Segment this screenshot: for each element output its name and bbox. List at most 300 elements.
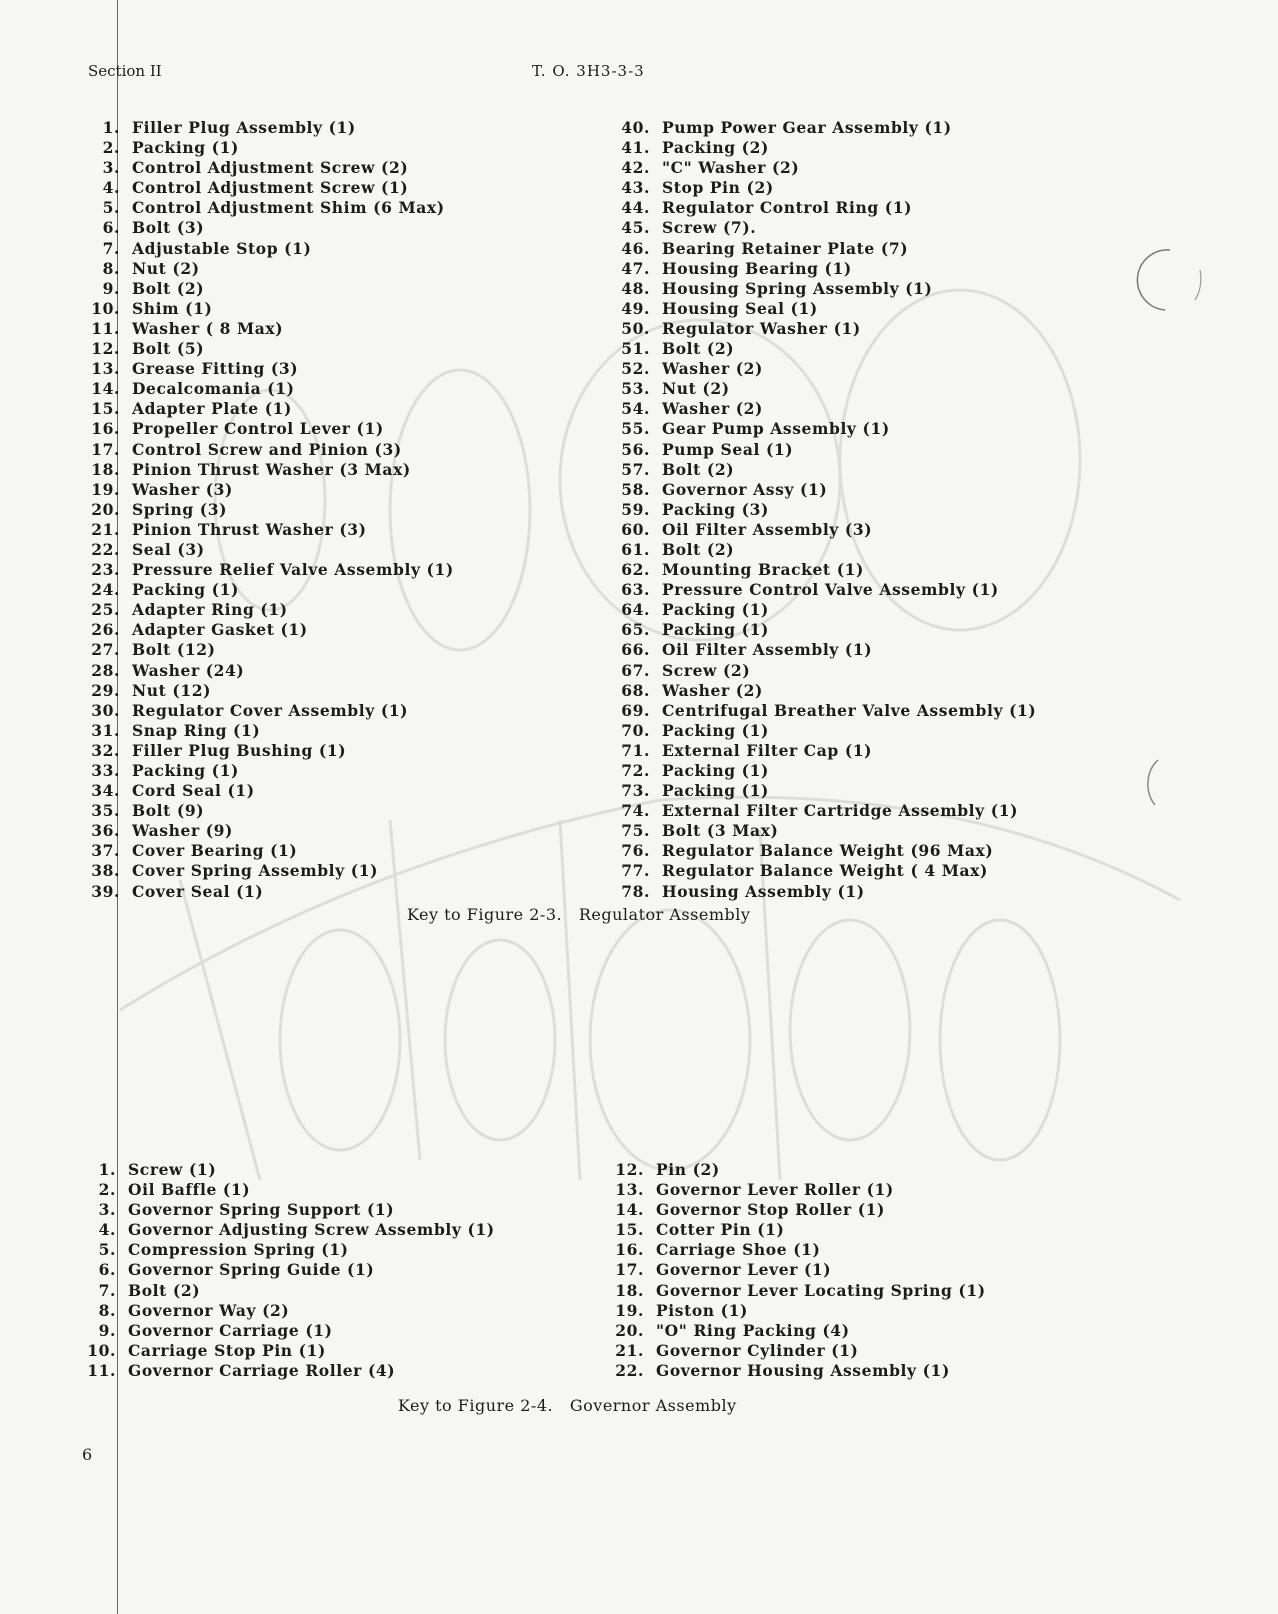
list-item [80, 861, 454, 881]
list-item [80, 299, 454, 319]
item-description: Washer (2) [662, 359, 763, 379]
item-description: Bolt (3) [132, 218, 205, 238]
item-description: Adjustable Stop (1) [132, 238, 312, 258]
item-description: Bearing Retainer Plate (7) [662, 238, 909, 258]
list-item [612, 138, 1036, 158]
item-number: 44. [621, 198, 650, 218]
item-number: 2. [102, 138, 120, 158]
list-item [612, 721, 1036, 741]
item-description: Decalcomania (1) [132, 379, 295, 399]
item-description: External Filter Cap (1) [662, 740, 873, 760]
item-description: Packing (1) [662, 761, 769, 780]
hole-punch-mark [1130, 755, 1170, 815]
list-item [612, 821, 1036, 841]
list-item [80, 218, 454, 238]
item-description: Pin (2) [656, 1160, 720, 1179]
list-item [606, 1240, 986, 1260]
figure-2-3-caption-key: Key to Figure 2-3. [407, 905, 563, 924]
item-number: 14. [91, 379, 120, 399]
item-number: 5. [98, 1240, 116, 1260]
list-item [80, 821, 454, 841]
item-description: Filler Plug Bushing (1) [132, 740, 347, 760]
list-item [80, 239, 454, 259]
item-number: 20. [615, 1320, 644, 1340]
item-description: Washer (24) [132, 660, 245, 680]
item-description: Governor Adjusting Screw Assembly (1) [128, 1220, 495, 1240]
item-description: Bolt (9) [132, 801, 205, 821]
list-item [612, 781, 1036, 801]
list-item [80, 580, 454, 600]
technical-order-number: T. O. 3H3-3-3 [532, 62, 645, 80]
figure-2-3-caption-title: Regulator Assembly [578, 905, 751, 924]
list-item [76, 1220, 495, 1240]
item-number: 19. [91, 479, 120, 499]
item-number: 32. [91, 740, 120, 760]
item-description: Governor Lever (1) [656, 1260, 832, 1280]
item-description: Pump Seal (1) [662, 439, 794, 459]
item-description: Adapter Ring (1) [132, 600, 288, 620]
list-item [612, 882, 1036, 902]
figure-2-4-key-right-column [606, 1160, 986, 1381]
item-number: 8. [102, 258, 120, 278]
item-description: Housing Bearing (1) [662, 258, 852, 278]
item-number: 34. [91, 781, 120, 801]
list-item [612, 841, 1036, 861]
item-description: Governor Housing Assembly (1) [656, 1360, 950, 1380]
item-number: 37. [91, 841, 120, 861]
item-number: 8. [98, 1300, 116, 1320]
list-item [80, 379, 454, 399]
item-description: Cover Bearing (1) [132, 841, 298, 861]
item-description: Housing Assembly (1) [662, 881, 865, 901]
item-description: Control Screw and Pinion (3) [132, 439, 402, 459]
item-description: Spring (3) [132, 499, 228, 519]
item-description: Seal (3) [132, 539, 205, 559]
item-number: 64. [621, 600, 650, 620]
figure-2-4-caption [398, 1396, 737, 1415]
item-number: 38. [91, 861, 120, 881]
item-description: Packing (1) [132, 138, 239, 158]
item-number: 68. [621, 680, 650, 700]
item-description: Propeller Control Lever (1) [132, 419, 384, 439]
item-description: Washer (2) [662, 399, 763, 419]
figure-2-3-key-left-column [80, 118, 454, 902]
item-number: 15. [615, 1220, 644, 1240]
item-description: Packing (1) [132, 761, 239, 780]
item-description: Filler Plug Assembly (1) [132, 118, 356, 137]
item-number: 24. [91, 580, 120, 600]
item-number: 60. [621, 519, 650, 539]
list-item [76, 1301, 495, 1321]
list-item [80, 520, 454, 540]
item-number: 17. [615, 1260, 644, 1280]
item-description: Screw (1) [128, 1160, 217, 1179]
item-description: Pinion Thrust Washer (3 Max) [132, 459, 411, 479]
list-item [80, 198, 454, 218]
item-description: Cover Spring Assembly (1) [132, 861, 379, 881]
item-number: 13. [615, 1180, 644, 1200]
item-number: 29. [91, 680, 120, 700]
list-item [612, 440, 1036, 460]
list-item [612, 419, 1036, 439]
item-description: Control Adjustment Shim (6 Max) [132, 198, 445, 218]
list-item [80, 560, 454, 580]
item-number: 47. [621, 258, 650, 278]
list-item [80, 721, 454, 741]
list-item [80, 399, 454, 419]
item-number: 78. [621, 881, 650, 901]
item-number: 9. [102, 278, 120, 298]
item-description: Washer (3) [132, 479, 233, 499]
item-description: Cord Seal (1) [132, 781, 255, 801]
item-number: 56. [621, 439, 650, 459]
list-item [80, 460, 454, 480]
list-item [612, 480, 1036, 500]
list-item [80, 661, 454, 681]
list-item [80, 882, 454, 902]
item-number: 54. [621, 399, 650, 419]
list-item [612, 661, 1036, 681]
list-item [80, 620, 454, 640]
item-number: 63. [621, 580, 650, 600]
item-number: 10. [91, 298, 120, 318]
list-item [80, 600, 454, 620]
item-number: 61. [621, 539, 650, 559]
item-number: 3. [102, 158, 120, 178]
list-item [80, 359, 454, 379]
item-number: 12. [91, 339, 120, 359]
item-number: 69. [621, 700, 650, 720]
item-description: Shim (1) [132, 298, 213, 318]
list-item [76, 1240, 495, 1260]
item-number: 70. [621, 720, 650, 740]
item-number: 71. [621, 740, 650, 760]
item-description: Bolt (5) [132, 339, 205, 359]
item-description: Bolt (12) [132, 640, 216, 660]
item-description: Cotter Pin (1) [656, 1220, 785, 1240]
item-number: 59. [621, 499, 650, 519]
item-description: Washer (9) [132, 821, 233, 841]
item-number: 3. [98, 1200, 116, 1220]
list-item [612, 701, 1036, 721]
list-item [80, 801, 454, 821]
item-number: 20. [91, 499, 120, 519]
item-number: 22. [615, 1360, 644, 1380]
item-description: Nut (12) [132, 680, 212, 700]
list-item [80, 279, 454, 299]
list-item [80, 178, 454, 198]
list-item [76, 1281, 495, 1301]
item-number: 21. [91, 519, 120, 539]
item-number: 5. [102, 198, 120, 218]
item-number: 42. [621, 158, 650, 178]
item-number: 4. [102, 178, 120, 198]
list-item [76, 1321, 495, 1341]
item-description: Packing (1) [662, 781, 769, 801]
item-number: 26. [91, 620, 120, 640]
item-description: Bolt (2) [132, 278, 205, 298]
item-description: Pinion Thrust Washer (3) [132, 519, 367, 539]
item-description: Stop Pin (2) [662, 178, 774, 198]
list-item [80, 741, 454, 761]
item-description: Housing Spring Assembly (1) [662, 278, 933, 298]
list-item [612, 299, 1036, 319]
item-description: Control Adjustment Screw (1) [132, 178, 409, 198]
item-number: 65. [621, 620, 650, 640]
item-description: Oil Baffle (1) [128, 1180, 251, 1200]
item-description: "O" Ring Packing (4) [656, 1320, 850, 1340]
list-item [606, 1361, 986, 1381]
list-item [612, 741, 1036, 761]
item-description: Bolt (3 Max) [662, 821, 779, 841]
item-description: Pump Power Gear Assembly (1) [662, 118, 952, 137]
item-number: 66. [621, 640, 650, 660]
item-description: Compression Spring (1) [128, 1240, 349, 1260]
figure-2-4-key-left-column [76, 1160, 495, 1381]
item-number: 36. [91, 821, 120, 841]
item-description: Nut (2) [132, 258, 200, 278]
item-description: Regulator Balance Weight (96 Max) [662, 841, 994, 861]
item-description: Adapter Gasket (1) [132, 620, 308, 640]
list-item [80, 781, 454, 801]
list-item [612, 339, 1036, 359]
item-description: Bolt (2) [662, 539, 735, 559]
list-item [80, 540, 454, 560]
list-item [80, 339, 454, 359]
list-item [606, 1160, 986, 1180]
list-item [612, 761, 1036, 781]
item-description: Oil Filter Assembly (1) [662, 640, 873, 660]
item-number: 4. [98, 1220, 116, 1240]
figure-2-3-caption [407, 905, 750, 924]
item-number: 53. [621, 379, 650, 399]
list-item [606, 1220, 986, 1240]
item-number: 7. [102, 238, 120, 258]
list-item [612, 279, 1036, 299]
item-description: Governor Cylinder (1) [656, 1340, 859, 1360]
list-item [80, 259, 454, 279]
list-item [606, 1180, 986, 1200]
list-item [612, 801, 1036, 821]
item-description: Governor Way (2) [128, 1300, 290, 1320]
item-number: 21. [615, 1340, 644, 1360]
item-number: 11. [87, 1360, 116, 1380]
item-description: Carriage Stop Pin (1) [128, 1340, 326, 1360]
section-label: Section II [88, 62, 162, 80]
list-item [80, 440, 454, 460]
item-number: 52. [621, 359, 650, 379]
item-number: 33. [91, 761, 120, 780]
item-description: Control Adjustment Screw (2) [132, 158, 409, 178]
item-description: Centrifugal Breather Valve Assembly (1) [662, 700, 1037, 720]
list-item [612, 560, 1036, 580]
item-description: Governor Spring Support (1) [128, 1200, 395, 1220]
item-number: 51. [621, 339, 650, 359]
list-item [76, 1260, 495, 1280]
list-item [80, 500, 454, 520]
item-description: Governor Carriage Roller (4) [128, 1360, 396, 1380]
item-number: 6. [102, 218, 120, 238]
list-item [612, 218, 1036, 238]
item-number: 22. [91, 539, 120, 559]
item-number: 73. [621, 781, 650, 801]
list-item [76, 1361, 495, 1381]
list-item [76, 1341, 495, 1361]
item-description: Governor Carriage (1) [128, 1320, 333, 1340]
item-description: Carriage Shoe (1) [656, 1240, 821, 1260]
list-item [80, 118, 454, 138]
page-number: 6 [82, 1445, 93, 1464]
item-number: 74. [621, 801, 650, 821]
item-number: 49. [621, 298, 650, 318]
list-item [612, 861, 1036, 881]
list-item [612, 259, 1036, 279]
item-number: 30. [91, 700, 120, 720]
item-description: Pressure Control Valve Assembly (1) [662, 580, 999, 600]
list-item [612, 359, 1036, 379]
list-item [612, 158, 1036, 178]
item-description: Screw (2) [662, 660, 751, 680]
list-item [80, 681, 454, 701]
item-number: 13. [91, 359, 120, 379]
item-number: 77. [621, 861, 650, 881]
list-item [612, 460, 1036, 480]
item-number: 35. [91, 801, 120, 821]
item-description: Regulator Cover Assembly (1) [132, 700, 409, 720]
item-description: Cover Seal (1) [132, 881, 264, 901]
item-number: 15. [91, 399, 120, 419]
item-number: 7. [98, 1280, 116, 1300]
item-description: Packing (1) [662, 720, 769, 740]
list-item [612, 399, 1036, 419]
item-description: Packing (1) [662, 620, 769, 640]
list-item [612, 681, 1036, 701]
item-description: Regulator Control Ring (1) [662, 198, 913, 218]
item-number: 1. [102, 118, 120, 137]
list-item [76, 1200, 495, 1220]
list-item [612, 239, 1036, 259]
item-number: 41. [621, 138, 650, 158]
item-number: 50. [621, 318, 650, 338]
item-description: Oil Filter Assembly (3) [662, 519, 873, 539]
list-item [606, 1321, 986, 1341]
item-description: Governor Lever Roller (1) [656, 1180, 894, 1200]
item-number: 75. [621, 821, 650, 841]
item-number: 72. [621, 761, 650, 780]
item-description: Packing (2) [662, 138, 769, 158]
list-item [80, 841, 454, 861]
list-item [606, 1341, 986, 1361]
list-item [80, 701, 454, 721]
item-number: 25. [91, 600, 120, 620]
list-item [80, 319, 454, 339]
item-description: Bolt (2) [662, 339, 735, 359]
item-number: 19. [615, 1300, 644, 1320]
list-item [76, 1180, 495, 1200]
figure-2-3-key-right-column [612, 118, 1036, 902]
item-number: 14. [615, 1200, 644, 1220]
item-number: 76. [621, 841, 650, 861]
item-description: Piston (1) [656, 1300, 748, 1320]
item-description: Screw (7). [662, 218, 757, 238]
item-number: 43. [621, 178, 650, 198]
item-number: 6. [98, 1260, 116, 1280]
list-item [612, 520, 1036, 540]
figure-2-4-caption-key: Key to Figure 2-4. [398, 1396, 554, 1415]
item-number: 46. [621, 238, 650, 258]
list-item [612, 118, 1036, 138]
list-item [80, 640, 454, 660]
item-description: Housing Seal (1) [662, 298, 818, 318]
list-item [80, 138, 454, 158]
item-description: Governor Spring Guide (1) [128, 1260, 375, 1280]
item-number: 62. [621, 560, 650, 580]
list-item [80, 480, 454, 500]
item-description: Governor Lever Locating Spring (1) [656, 1280, 986, 1300]
item-description: Bolt (2) [662, 459, 735, 479]
list-item [612, 500, 1036, 520]
item-description: Adapter Plate (1) [132, 399, 292, 419]
item-description: Regulator Washer (1) [662, 318, 861, 338]
list-item [80, 158, 454, 178]
item-number: 17. [91, 439, 120, 459]
item-number: 58. [621, 479, 650, 499]
list-item [612, 178, 1036, 198]
item-description: Nut (2) [662, 379, 730, 399]
item-description: Grease Fitting (3) [132, 359, 299, 379]
item-description: Governor Stop Roller (1) [656, 1200, 885, 1220]
item-description: Packing (1) [132, 580, 239, 600]
item-number: 48. [621, 278, 650, 298]
item-number: 23. [91, 560, 120, 580]
list-item [612, 600, 1036, 620]
item-description: Washer ( 8 Max) [132, 318, 284, 338]
item-number: 31. [91, 720, 120, 740]
item-description: External Filter Cartridge Assembly (1) [662, 801, 1019, 821]
item-description: Governor Assy (1) [662, 479, 828, 499]
item-description: Gear Pump Assembly (1) [662, 419, 890, 439]
item-number: 1. [98, 1160, 116, 1179]
item-description: Mounting Bracket (1) [662, 560, 864, 580]
item-number: 16. [91, 419, 120, 439]
item-number: 16. [615, 1240, 644, 1260]
item-description: Packing (1) [662, 600, 769, 620]
item-description: "C" Washer (2) [662, 158, 800, 178]
hole-punch-mark [1130, 240, 1220, 320]
list-item [612, 319, 1036, 339]
list-item [76, 1160, 495, 1180]
item-description: Pressure Relief Valve Assembly (1) [132, 560, 454, 580]
item-number: 57. [621, 459, 650, 479]
item-number: 40. [621, 118, 650, 137]
item-description: Washer (2) [662, 680, 763, 700]
list-item [606, 1301, 986, 1321]
item-number: 11. [91, 318, 120, 338]
item-description: Packing (3) [662, 499, 769, 519]
item-description: Snap Ring (1) [132, 720, 261, 740]
list-item [612, 640, 1036, 660]
list-item [606, 1200, 986, 1220]
item-number: 10. [87, 1340, 116, 1360]
item-number: 18. [615, 1280, 644, 1300]
list-item [612, 540, 1036, 560]
figure-2-4-caption-title: Governor Assembly [569, 1396, 737, 1415]
item-number: 27. [91, 640, 120, 660]
item-number: 39. [91, 881, 120, 901]
item-number: 67. [621, 660, 650, 680]
item-number: 9. [98, 1320, 116, 1340]
item-number: 45. [621, 218, 650, 238]
